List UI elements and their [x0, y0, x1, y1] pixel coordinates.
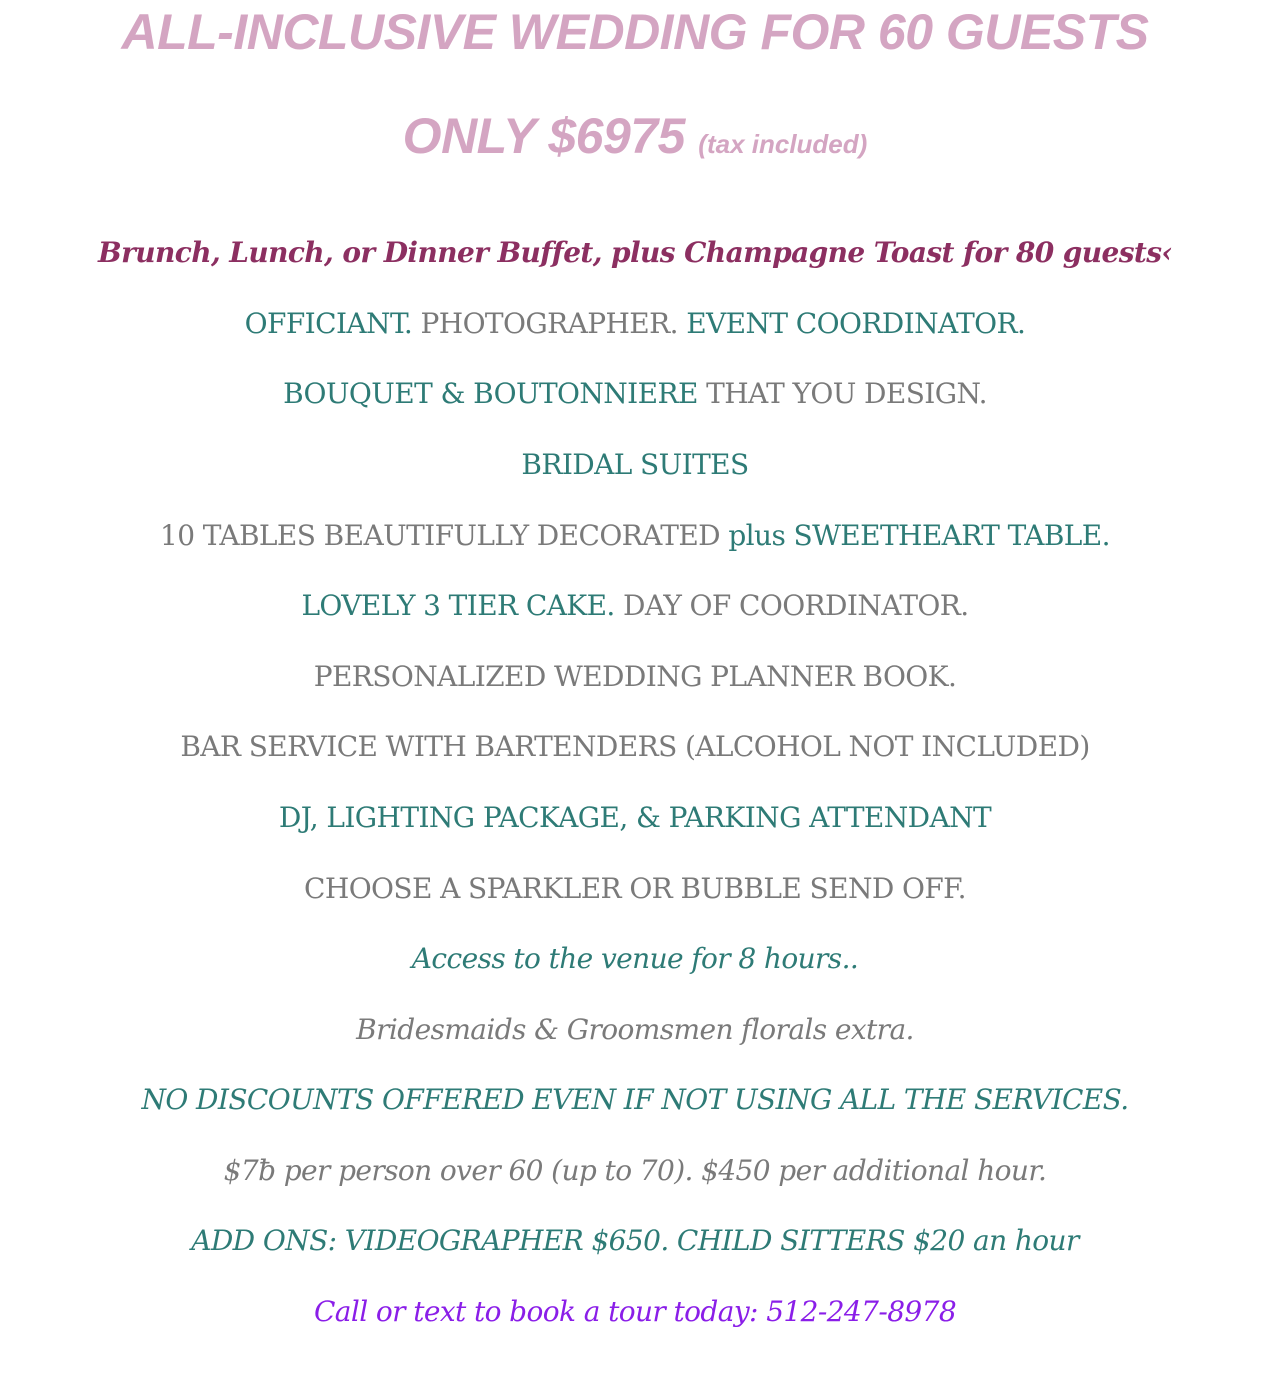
bouquet-design-text: THAT YOU DESIGN. [697, 377, 987, 410]
cake-text: LOVELY 3 TIER CAKE. [301, 589, 615, 622]
buffet-line: Brunch, Lunch, or Dinner Buffet, plus Champagne Toast for 80 guests‹ [98, 236, 1172, 269]
dj-line: DJ, LIGHTING PACKAGE, & PARKING ATTENDANT [278, 801, 992, 834]
bouquet-line [0, 376, 1270, 412]
planner-book-line: PERSONALIZED WEDDING PLANNER BOOK. [313, 660, 957, 693]
officiant-text: OFFICIANT. [244, 307, 413, 340]
send-off-line: CHOOSE A SPARKLER OR BUBBLE SEND OFF. [304, 872, 966, 905]
add-ons-line: ADD ONS: VIDEOGRAPHER $650. CHILD SITTERS $20 an hour [191, 1224, 1079, 1257]
extra-pricing-line: $7ƀ per person over 60 (up to 70). $450 per additional hour. [223, 1154, 1047, 1187]
day-coordinator-text: DAY OF COORDINATOR. [614, 589, 969, 622]
access-line: Access to the venue for 8 hours.. [411, 942, 859, 975]
package-headline: ALL-INCLUSIVE WEDDING FOR 60 GUESTS [121, 4, 1149, 60]
bar-service-line: BAR SERVICE WITH BARTENDERS (ALCOHOL NOT INCLUDED) [180, 730, 1090, 763]
florals-line: Bridesmaids & Groomsmen florals extra. [356, 1013, 914, 1046]
bridal-suites-line: BRIDAL SUITES [521, 448, 749, 481]
price-text: ONLY $6975 [402, 108, 685, 164]
event-coordinator-text: EVENT COORDINATOR. [686, 307, 1026, 340]
cake-line [0, 588, 1270, 624]
call-to-action-line: Call or text to book a tour today: 512-247-8978 [313, 1295, 957, 1328]
no-discounts-line: NO DISCOUNTS OFFERED EVEN IF NOT USING ALL THE SERVICES. [141, 1083, 1129, 1116]
bouquet-text: BOUQUET & BOUTONNIERE [283, 377, 698, 410]
photographer-text: PHOTOGRAPHER. [412, 307, 687, 340]
tables-line [0, 518, 1270, 554]
tax-note: (tax included) [698, 129, 868, 159]
staff-line [0, 306, 1270, 342]
package-price [0, 106, 1270, 174]
tables-text: 10 TABLES BEAUTIFULLY DECORATED [160, 519, 729, 552]
sweetheart-text: plus SWEETHEART TABLE. [728, 519, 1110, 552]
